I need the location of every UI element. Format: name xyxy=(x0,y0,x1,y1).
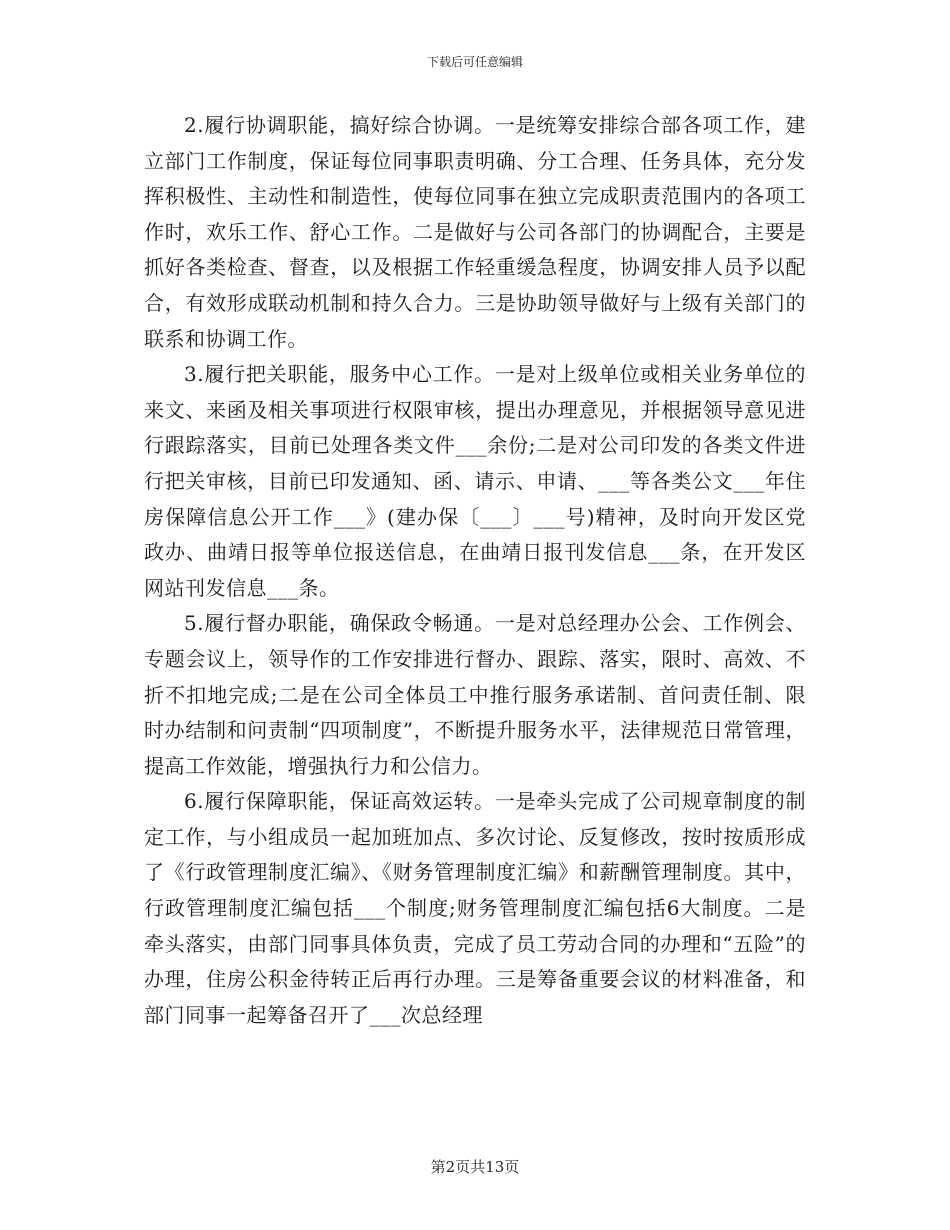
paragraph-item-2: 2.履行协调职能，搞好综合协调。一是统筹安排综合部各项工作，建立部门工作制度，保证每位同事职责明确、分工合理、任务具体，充分发挥积极性、主动性和制造性，使每位同事在独立完成职责范围内的各项工作时，欢乐工作、舒心工作。二是做好与公司各部门的协调配合，主要是抓好各类检查、督查，以及根据工作轻重缓急程度，协调安排人员予以配合，有效形成联动机制和持久合力。三是协助领导做好与上级有关部门的联系和协调工作。 xyxy=(144,113,806,351)
page-header: 下载后可任意编辑 xyxy=(426,55,523,69)
paragraph-item-3: 3.履行把关职能，服务中心工作。一是对上级单位或相关业务单位的来文、来函及相关事项进行权限审核，提出办理意见，并根据领导意见进行跟踪落实，目前已处理各类文件___余份;二是对公司印发的各类文件进行把关审核，目前已印发通知、函、请示、申请、___等各类公文___年住房保障信息公开工作___》(建办保〔___〕___号)精神，及时向开发区党政办、曲靖日报等单位报送信息，在曲靖日报刊发信息___条，在开发区网站刊发信息___条。 xyxy=(144,362,806,600)
page-number-footer: 第2页共13页 xyxy=(430,1158,520,1176)
paragraph-item-6: 6.履行保障职能，保证高效运转。一是牵头完成了公司规章制度的制定工作，与小组成员一起加班加点、多次讨论、反复修改，按时按质形成了《行政管理制度汇编》、《财务管理制度汇编》和薪酬管理制度。其中，行政管理制度汇编包括___个制度;财务管理制度汇编包括6大制度。二是牵头落实，由部门同事具体负责，完成了员工劳动合同的办理和“五险”的办理，住房公积金待转正后再行办理。三是筹备重要会议的材料准备，和部门同事一起筹备召开了___次总经理 xyxy=(144,789,806,1027)
paragraph-item-5: 5.履行督办职能，确保政令畅通。一是对总经理办公会、工作例会、专题会议上，领导作的工作安排进行督办、跟踪、落实，限时、高效、不折不扣地完成;二是在公司全体员工中推行服务承诺制、首问责任制、限时办结制和问责制“四项制度”，不断提升服务水平，法律规范日常管理，提高工作效能，增强执行力和公信力。 xyxy=(144,611,806,778)
document-body xyxy=(144,108,806,1033)
